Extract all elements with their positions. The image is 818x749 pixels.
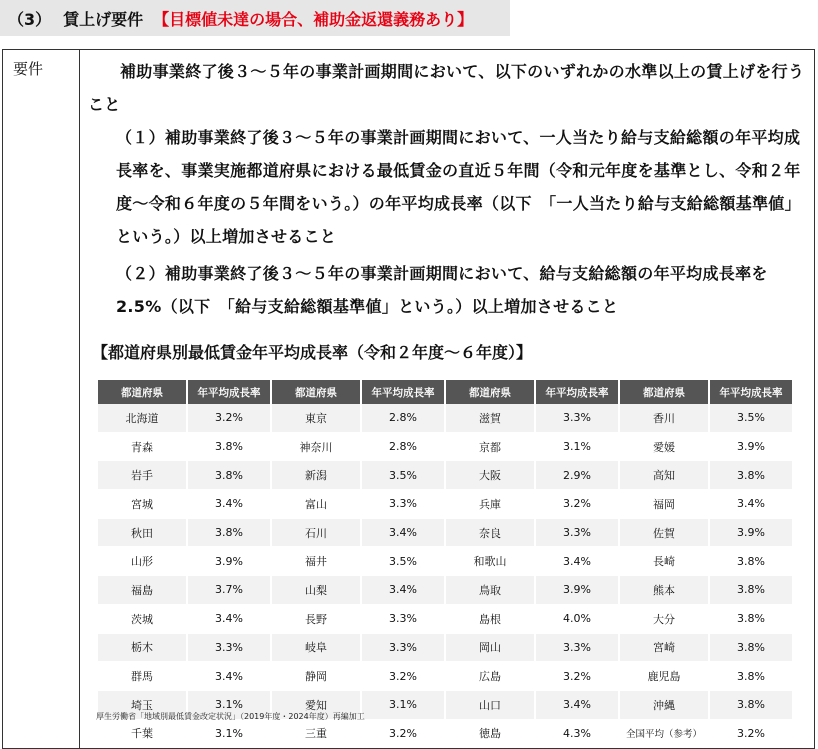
growth-rate-cell: 3.2% <box>536 490 618 519</box>
table-row <box>98 433 792 462</box>
growth-rate-cell: 3.4% <box>536 547 618 576</box>
prefecture-cell: 熊本 <box>620 576 708 605</box>
prefecture-cell: 大分 <box>620 605 708 634</box>
growth-rate-cell: 3.3% <box>536 404 618 433</box>
table-header-row <box>98 380 792 404</box>
table-row <box>98 490 792 519</box>
growth-rate-cell: 3.5% <box>362 547 444 576</box>
prefecture-cell: 秋田 <box>98 519 186 548</box>
growth-rate-cell: 3.1% <box>188 720 270 749</box>
prefecture-cell: 静岡 <box>272 662 360 691</box>
prefecture-cell: 岐阜 <box>272 634 360 663</box>
growth-rate-cell: 3.3% <box>362 490 444 519</box>
section-number: （3） <box>8 9 52 29</box>
prefecture-cell: 長崎 <box>620 547 708 576</box>
prefecture-cell: 栃木 <box>98 634 186 663</box>
table-header-cell: 都道府県 <box>446 380 534 404</box>
table-row <box>98 547 792 576</box>
growth-rate-cell: 2.8% <box>362 404 444 433</box>
growth-rate-cell: 3.9% <box>710 433 792 462</box>
table-body <box>98 404 792 748</box>
growth-rate-cell: 3.5% <box>710 404 792 433</box>
table-header-cell: 年平均成長率 <box>362 380 444 404</box>
prefecture-cell: 広島 <box>446 662 534 691</box>
prefecture-cell: 岩手 <box>98 461 186 490</box>
prefecture-cell: 福島 <box>98 576 186 605</box>
section-warning: 【目標値未達の場合、補助金返還義務あり】 <box>153 9 474 29</box>
prefecture-cell: 千葉 <box>98 720 186 749</box>
prefecture-cell: 山梨 <box>272 576 360 605</box>
table-row <box>98 634 792 663</box>
prefecture-cell: 埼玉 <box>98 691 186 720</box>
requirement-item-1: （１）補助事業終了後３～５年の事業計画期間において、一人当たり給与支給総額の年平均成長率を、事業実施都道府県における最低賃金の直近５年間（令和元年度を基準とし、令和２年度～令和６年度の５年間をいう。）の年平均成長率（以下 「一人当たり給与支給総額基準値」という。）以上増加させること <box>116 128 801 246</box>
growth-rate-cell: 3.8% <box>188 461 270 490</box>
growth-rate-cell: 3.3% <box>536 634 618 663</box>
prefecture-cell: 高知 <box>620 461 708 490</box>
growth-rate-cell: 4.3% <box>536 720 618 749</box>
requirement-main-text: 補助事業終了後３～５年の事業計画期間において、以下のいずれかの水準以上の賃上げを行うこと <box>88 62 805 114</box>
growth-rate-cell: 3.8% <box>710 691 792 720</box>
prefecture-cell: 北海道 <box>98 404 186 433</box>
table-row <box>98 605 792 634</box>
table-header-cell: 都道府県 <box>272 380 360 404</box>
table-header-cell: 都道府県 <box>620 380 708 404</box>
prefecture-cell: 兵庫 <box>446 490 534 519</box>
growth-rate-cell: 3.8% <box>710 576 792 605</box>
prefecture-cell: 長野 <box>272 605 360 634</box>
prefecture-cell: 鹿児島 <box>620 662 708 691</box>
prefecture-cell: 福井 <box>272 547 360 576</box>
prefecture-cell: 和歌山 <box>446 547 534 576</box>
growth-rate-cell: 3.3% <box>362 634 444 663</box>
growth-rate-cell: 3.8% <box>710 461 792 490</box>
table-row <box>98 404 792 433</box>
prefecture-cell: 大阪 <box>446 461 534 490</box>
prefecture-cell: 神奈川 <box>272 433 360 462</box>
prefecture-cell: 宮城 <box>98 490 186 519</box>
prefecture-cell: 青森 <box>98 433 186 462</box>
growth-rate-cell: 3.4% <box>710 490 792 519</box>
section-title: 賃上げ要件 <box>63 9 144 29</box>
table-row <box>98 576 792 605</box>
growth-rate-cell: 2.9% <box>536 461 618 490</box>
table-header-cell: 年平均成長率 <box>188 380 270 404</box>
prefecture-cell: 佐賀 <box>620 519 708 548</box>
growth-rate-cell: 3.9% <box>536 576 618 605</box>
prefecture-cell: 石川 <box>272 519 360 548</box>
minimum-wage-growth-table <box>96 380 794 748</box>
prefecture-cell: 山口 <box>446 691 534 720</box>
prefecture-cell: 東京 <box>272 404 360 433</box>
growth-rate-cell: 3.8% <box>710 634 792 663</box>
growth-rate-cell: 4.0% <box>536 605 618 634</box>
growth-rate-cell: 3.8% <box>710 547 792 576</box>
growth-rate-cell: 3.8% <box>710 605 792 634</box>
growth-rate-cell: 3.3% <box>536 519 618 548</box>
table-header-cell: 年平均成長率 <box>710 380 792 404</box>
growth-rate-cell: 3.4% <box>188 662 270 691</box>
prefecture-cell: 群馬 <box>98 662 186 691</box>
growth-rate-cell: 3.9% <box>188 547 270 576</box>
table-header-cell: 年平均成長率 <box>536 380 618 404</box>
growth-rate-cell: 3.5% <box>362 461 444 490</box>
prefecture-cell: 愛媛 <box>620 433 708 462</box>
prefecture-cell: 島根 <box>446 605 534 634</box>
prefecture-cell: 福岡 <box>620 490 708 519</box>
prefecture-cell: 宮崎 <box>620 634 708 663</box>
table-row <box>98 662 792 691</box>
prefecture-cell: 徳島 <box>446 720 534 749</box>
growth-rate-cell: 3.8% <box>188 433 270 462</box>
prefecture-cell: 奈良 <box>446 519 534 548</box>
prefecture-cell: 三重 <box>272 720 360 749</box>
prefecture-cell: 滋賀 <box>446 404 534 433</box>
table-row <box>98 461 792 490</box>
growth-rate-cell: 3.4% <box>536 691 618 720</box>
section-header <box>0 0 510 36</box>
prefecture-cell: 新潟 <box>272 461 360 490</box>
table-title: 【都道府県別最低賃金年平均成長率（令和２年度～６年度）】 <box>92 343 533 362</box>
growth-rate-cell: 3.2% <box>188 404 270 433</box>
source-note: 厚生労働省「地域別最低賃金改定状況」（2019年度・2024年度）再編加工 <box>96 712 365 721</box>
growth-rate-cell: 3.4% <box>362 519 444 548</box>
growth-rate-cell: 3.2% <box>362 720 444 749</box>
growth-rate-cell: 2.8% <box>362 433 444 462</box>
growth-rate-cell: 3.2% <box>710 720 792 749</box>
prefecture-cell: 愛知 <box>272 691 360 720</box>
growth-rate-cell: 3.3% <box>362 605 444 634</box>
table-row <box>98 720 792 749</box>
prefecture-cell: 京都 <box>446 433 534 462</box>
growth-rate-cell: 3.9% <box>710 519 792 548</box>
growth-rate-cell: 3.1% <box>362 691 444 720</box>
table-row <box>98 519 792 548</box>
prefecture-cell: 茨城 <box>98 605 186 634</box>
requirement-content <box>80 50 814 748</box>
table-header-cell: 都道府県 <box>98 380 186 404</box>
growth-rate-cell: 3.4% <box>188 490 270 519</box>
growth-rate-cell: 3.1% <box>536 433 618 462</box>
prefecture-cell: 山形 <box>98 547 186 576</box>
growth-rate-cell: 3.3% <box>188 634 270 663</box>
growth-rate-cell: 3.2% <box>536 662 618 691</box>
prefecture-cell: 富山 <box>272 490 360 519</box>
growth-rate-cell: 3.8% <box>710 662 792 691</box>
growth-rate-cell: 3.4% <box>362 576 444 605</box>
requirement-label: 要件 <box>3 50 80 748</box>
prefecture-cell: 全国平均（参考） <box>620 720 708 749</box>
growth-rate-cell: 3.1% <box>188 691 270 720</box>
requirement-item-2: （２）補助事業終了後３～５年の事業計画期間において、給与支給総額の年平均成長率を2.5%（以下 「給与支給総額基準値」という。）以上増加させること <box>116 264 768 316</box>
requirement-box <box>2 49 815 749</box>
prefecture-cell: 沖縄 <box>620 691 708 720</box>
prefecture-cell: 香川 <box>620 404 708 433</box>
prefecture-cell: 岡山 <box>446 634 534 663</box>
growth-rate-cell: 3.8% <box>188 519 270 548</box>
prefecture-cell: 鳥取 <box>446 576 534 605</box>
growth-rate-cell: 3.7% <box>188 576 270 605</box>
growth-rate-cell: 3.2% <box>362 662 444 691</box>
growth-rate-cell: 3.4% <box>188 605 270 634</box>
